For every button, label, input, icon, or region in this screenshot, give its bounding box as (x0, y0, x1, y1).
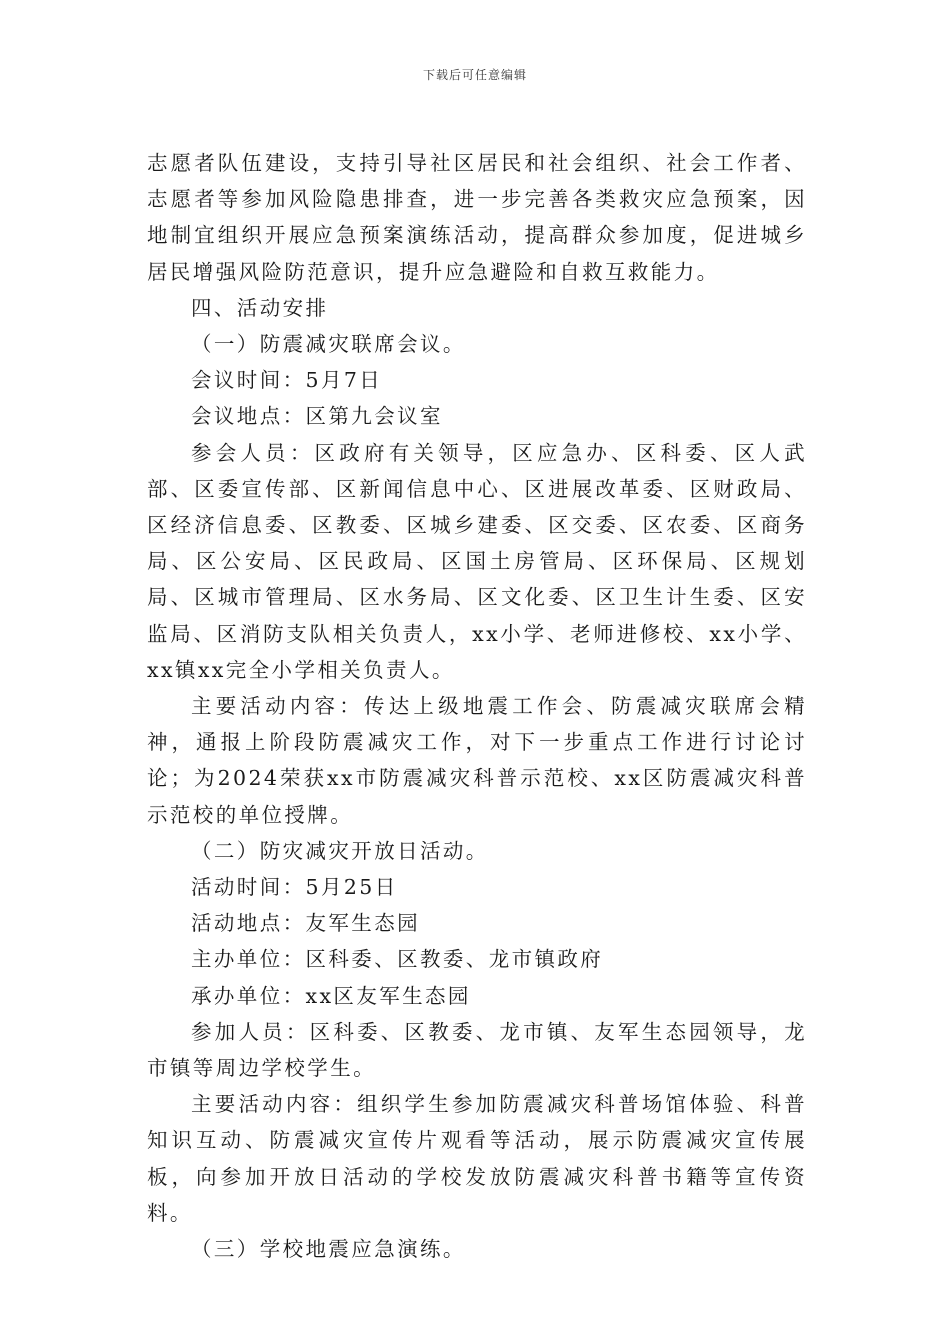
meeting-attendees: 参会人员：区政府有关领导，区应急办、区科委、区人武部、区委宣传部、区新闻信息中心、区进展改革委、区财政局、区经济信息委、区教委、区城乡建委、区交委、区农委、区商务局、区公安局、区民政局、区国土房管局、区环保局、区规划局、区城市管理局、区水务局、区文化委、区卫生计生委、区安监局、区消防支队相关负责人，xx小学、老师进修校、xx小学、xx镇xx完全小学相关负责人。 (147, 440, 807, 682)
subsection-heading-joint-meeting: （一）防震减灾联席会议。 (191, 332, 466, 357)
meeting-time: 会议时间：5月7日 (191, 368, 383, 393)
open-day-main-content: 主要活动内容：组织学生参加防震减灾科普场馆体验、科普知识互动、防震减灾宣传片观看等活动，展示防震减灾宣传展板，向参加开放日活动的学校发放防震减灾科普书籍等宣传资料。 (147, 1092, 807, 1225)
open-day-organizer: 主办单位：区科委、区教委、龙市镇政府 (191, 947, 604, 972)
meeting-main-content: 主要活动内容：传达上级地震工作会、防震减灾联席会精神，通报上阶段防震减灾工作，对下一步重点工作进行讨论讨论；为2024荣获xx市防震减灾科普示范校、xx区防震减灾科普示范校的单位授牌。 (147, 694, 807, 827)
open-day-participants: 参加人员：区科委、区教委、龙市镇、友军生态园领导，龙市镇等周边学校学生。 (147, 1019, 807, 1081)
meeting-location: 会议地点：区第九会议室 (191, 404, 443, 429)
paragraph-volunteer-continuation: 志愿者队伍建设，支持引导社区居民和社会组织、社会工作者、志愿者等参加风险隐患排查，进一步完善各类救灾应急预案，因地制宜组织开展应急预案演练活动，提高群众参加度，促进城乡居民增强风险防范意识，提升应急避险和自救互救能力。 (147, 151, 807, 284)
subsection-heading-school-drill: （三）学校地震应急演练。 (191, 1237, 466, 1262)
section-heading-activity-arrangement: 四、活动安排 (191, 295, 329, 320)
open-day-time: 活动时间：5月25日 (191, 875, 398, 900)
open-day-location: 活动地点：友军生态园 (191, 911, 420, 936)
open-day-undertaker: 承办单位：xx区友军生态园 (191, 983, 471, 1008)
subsection-heading-open-day: （二）防灾减灾开放日活动。 (191, 838, 489, 863)
document-body (147, 145, 807, 1267)
page-header-note: 下载后可任意编辑 (422, 68, 527, 82)
